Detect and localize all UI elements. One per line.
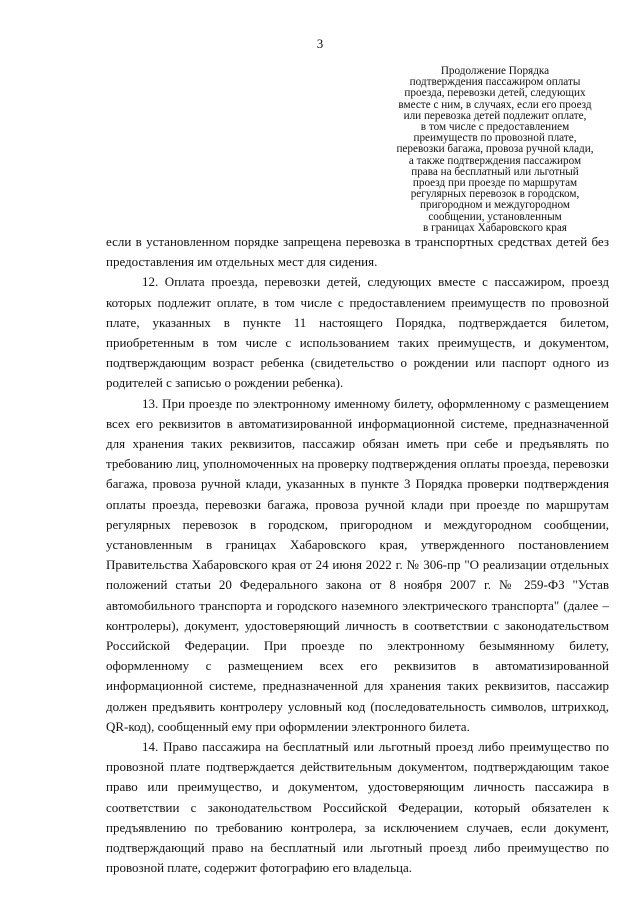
header-line: права на бесплатный или льготный [411,165,579,178]
header-line: а также подтверждения пассажиром [408,154,582,167]
header-line: или перевозка детей подлежит оплате, [403,109,587,122]
header-line: в границах Хабаровского края [423,221,567,234]
header-line: вместе с ним, в случаях, если его проезд [398,98,592,111]
header-line: сообщении, установленным [428,210,562,223]
header-line: в том числе с предоставлением [420,121,570,134]
paragraph-14: 14. Право пассажира на бесплатный или льготный проезд либо преимущество по провозной плате подтверждается действительным документом, подтверждающим такое право или преимущество, и документом, удостоверяющим личность пассажира в соответствии с законодательством Российской Федерации, который обязателен к предъявлению по требованию контролера, за исключением случаев, если документ, подтверждающий право на бесплатный или льготный проезд либо преимущество по провозной плате, содержит фотографию его владельца. [106,739,609,876]
header-line: проезда, перевозки детей, следующих [404,87,586,100]
header-line: проезд при проезде по маршрутам [412,177,578,190]
paragraph-continuation: если в установленном порядке запрещена перевозка в транспортных средствах детей без предоставления им отдельных мест для сидения. [106,234,609,270]
header-line: регулярных перевозок в городском, [410,188,580,201]
paragraph-12: 12. Оплата проезда, перевозки детей, следующих вместе с пассажиром, проезд которых подлежит оплате, в том числе с предоставлением преимуществ по провозной плате, указанных в пункте 11 настоящего Порядка, подтверждается билетом, приобретенным в том числе с использованием таких преимуществ, и документом, подтверждающим возраст ребенка (свидетельство о рождении или паспорт одного из родителей с записью о рождении ребенка). [106,274,609,391]
appendix-header [370,66,620,234]
header-line: пригородном и междугородном [419,199,571,212]
paragraph-13: 13. При проезде по электронному именному билету, оформленному с размещением всех его реквизитов в автоматизированной информационной системе, предназначенной для хранения таких реквизитов, пассажир обязан иметь при себе и предъявлять по требованию лиц, уполномоченных на проверку подтверждения оплаты проезда, перевозки багажа, провоза ручной клади, указанных в пункте 3 Порядка проверки подтверждения оплаты проезда, перевозки багажа, провоза ручной клади при проезде по маршрутам регулярных перевозок в городском, пригородном и междугородном сообщении, установленным в границах Хабаровского края, утвержденного постановлением Правительства Хабаровского края от 24 июня 2022 г. № 306-пр "О реализации отдельных положений статьи 20 Федерального закона от 8 ноября 2007 г. № 259-ФЗ "Устав автомобильного транспорта и городского наземного электрического транспорта" (далее – контролеры), документ, удостоверяющий личность в соответствии с законодательством Российской Федерации. При проезде по электронному безымянному билету, оформленному с размещением всех его реквизитов в автоматизированной информационной системе, предназначенной для хранения таких реквизитов, пассажир должен предъявить контролеру условный код (последовательность символов, штрихкод, QR-код), сообщенный ему при оформлении электронного билета. [106,395,609,734]
header-line: перевозки багажа, провоза ручной клади, [396,143,594,156]
page-number: 3 [316,36,324,51]
header-line: Продолжение Порядка [440,65,550,77]
document-body [106,232,609,879]
header-line: подтверждения пассажиром оплаты [409,76,581,89]
header-line: преимуществ по провозной плате, [413,132,577,145]
